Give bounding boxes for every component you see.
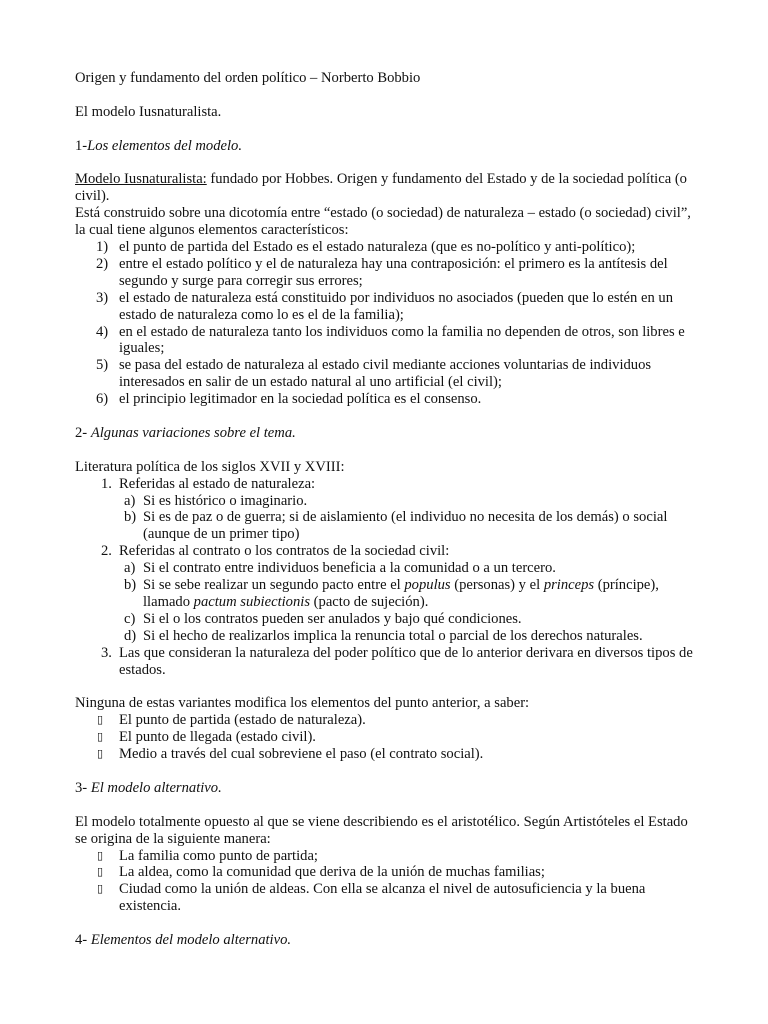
section-1-title: Los elementos del modelo. bbox=[87, 137, 243, 154]
list-item: b) Si se sebe realizar un segundo pacto entre el populus (personas) y el princeps (príncipe), llamado pactum subiectionis (pacto de sujeción). bbox=[124, 577, 659, 611]
aristotelian-bullet-list bbox=[75, 848, 695, 916]
section-4-heading bbox=[75, 932, 695, 949]
section-2-conclusion: Ninguna de estas variantes modifica los elementos del punto anterior, a saber: bbox=[75, 695, 530, 712]
list-item: b) Si es de paz o de guerra; si de aislamiento (el individuo no necesita de los demás) o social (aunque de un primer tipo) bbox=[124, 509, 668, 543]
section-2-title: Algunas variaciones sobre el tema. bbox=[90, 424, 296, 441]
section-1-number: 1- bbox=[75, 137, 88, 154]
section-4-title: Elementos del modelo alternativo. bbox=[90, 932, 292, 949]
list-item: a) Si el contrato entre individuos beneficia a la comunidad o a un tercero. bbox=[124, 560, 556, 577]
section-2-intro: Literatura política de los siglos XVII y XVIII: bbox=[75, 458, 345, 475]
list-item: 1. Referidas al estado de naturaleza: bbox=[101, 475, 316, 492]
list-item: 1) el punto de partida del Estado es el estado naturaleza (que es no-político y anti-político); bbox=[96, 239, 636, 256]
section-2-number: 2- bbox=[75, 424, 91, 441]
section-2-heading bbox=[75, 425, 695, 442]
document-subtitle: El modelo Iusnaturalista. bbox=[75, 103, 222, 120]
section-3-intro: El modelo totalmente opuesto al que se viene describiendo es el aristotélico. Según Artistóteles el Estado se origina de la siguiente manera: bbox=[75, 813, 688, 847]
definition-label: Modelo Iusnaturalista: bbox=[75, 171, 207, 188]
section-4-number: 4- bbox=[75, 932, 91, 949]
list-item: ▯ Medio a través del cual sobreviene el paso (el contrato social). bbox=[97, 746, 484, 763]
list-item: ▯ La aldea, como la comunidad que deriva de la unión de muchas familias; bbox=[97, 864, 545, 881]
section-1-heading bbox=[75, 138, 695, 155]
definition-text: fundado por Hobbes. Origen y fundamento del Estado y de la sociedad política (o civil). bbox=[75, 171, 687, 205]
bullet-icon: ▯ bbox=[97, 848, 104, 862]
list-item: a) Si es histórico o imaginario. bbox=[124, 492, 308, 509]
bullet-icon: ▯ bbox=[97, 730, 104, 744]
list-item: ▯ La familia como punto de partida; bbox=[97, 847, 318, 864]
document-title: Origen y fundamento del orden político – Norberto Bobbio bbox=[75, 70, 421, 86]
section-1-definition bbox=[75, 171, 695, 205]
document-body bbox=[75, 70, 695, 949]
variations-list bbox=[75, 476, 695, 679]
list-item: d) Si el hecho de realizarlos implica la renuncia total o parcial de los derechos naturales. bbox=[124, 627, 643, 644]
section-3-heading bbox=[75, 780, 695, 797]
characteristics-list bbox=[75, 239, 695, 408]
list-item: c) Si el o los contratos pueden ser anulados y bajo qué condiciones. bbox=[124, 610, 522, 627]
list-item: 5) se pasa del estado de naturaleza al estado civil mediante acciones voluntarias de individuos interesados en salir de un estado natural al uno artificial (el civil); bbox=[96, 357, 652, 391]
list-item: 2. Referidas al contrato o los contratos de la sociedad civil: bbox=[101, 543, 450, 560]
list-item: 2) entre el estado político y el de naturaleza hay una contraposición: el primero es la antítesis del segundo y surge para corregir sus errores; bbox=[96, 255, 668, 289]
section-3-number: 3- bbox=[75, 779, 91, 796]
list-item: 6) el principio legitimador en la sociedad política es el consenso. bbox=[96, 391, 482, 408]
list-item: 3) el estado de naturaleza está constituido por individuos no asociados (pueden que lo estén en un estado de naturaleza como lo es el de la familia); bbox=[96, 289, 673, 323]
section-3-title: El modelo alternativo. bbox=[90, 779, 222, 796]
bullet-icon: ▯ bbox=[97, 882, 104, 896]
list-item: 3. Las que consideran la naturaleza del poder político que de lo anterior derivara en diversos tipos de estados. bbox=[101, 644, 693, 678]
list-item: 4) en el estado de naturaleza tanto los individuos como la familia no dependen de otros, son libres e iguales; bbox=[96, 323, 685, 357]
bullet-icon: ▯ bbox=[97, 713, 104, 727]
list-item: ▯ El punto de partida (estado de naturaleza). bbox=[97, 712, 366, 729]
section-1-intro: Está construido sobre una dicotomía entre “estado (o sociedad) de naturaleza – estado (o sociedad) civil”, la cual tiene algunos elementos característicos: bbox=[75, 205, 691, 239]
bullet-icon: ▯ bbox=[97, 865, 104, 879]
list-item: ▯ Ciudad como la unión de aldeas. Con ella se alcanza el nivel de autosuficiencia y la buena existencia. bbox=[97, 881, 646, 915]
bullet-icon: ▯ bbox=[97, 747, 104, 761]
elements-bullet-list bbox=[75, 712, 695, 763]
list-item: ▯ El punto de llegada (estado civil). bbox=[97, 729, 316, 746]
